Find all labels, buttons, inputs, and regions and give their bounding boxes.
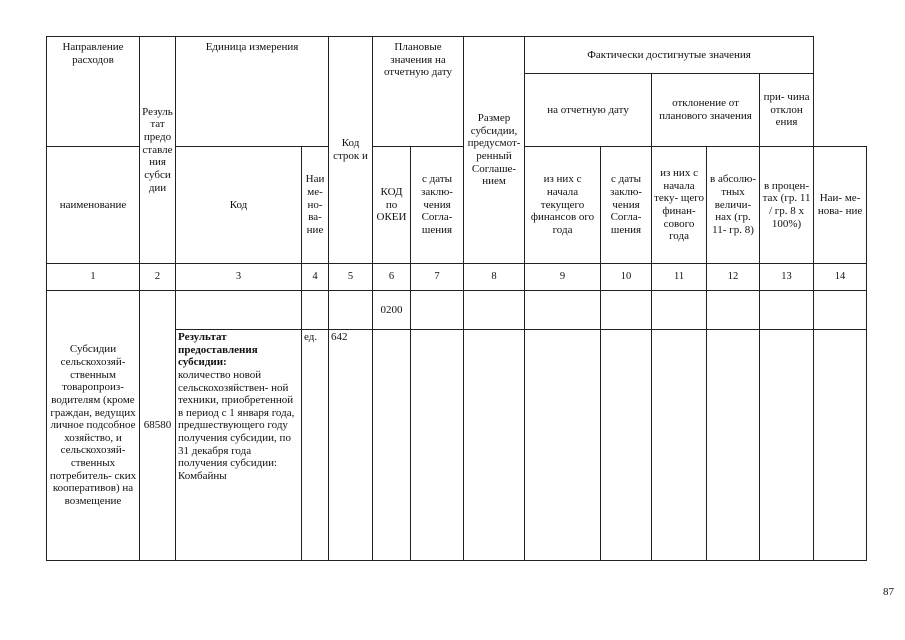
row-code-cell: 0200 [373, 291, 411, 330]
header-actual: Фактически достигнутые значения [525, 37, 814, 74]
empty-cell [707, 330, 760, 561]
header-deviation: отклонение от планового значения [652, 74, 760, 147]
header-unit: Единица измерения [176, 37, 329, 147]
result-heading: Результат предоставления субсидии: [178, 331, 258, 369]
empty-cell [373, 330, 411, 561]
result-cell [176, 330, 302, 561]
col-number: 8 [464, 264, 525, 291]
col-number: 3 [176, 264, 302, 291]
empty-cell [814, 330, 867, 561]
header-result: Результат предоставления субсидии [140, 37, 176, 264]
col-number: 9 [525, 264, 601, 291]
header-unit-name: Наи ме- но- ва- ние [302, 147, 329, 264]
col-number: 5 [329, 264, 373, 291]
header-unit-okei: КОД по ОКЕИ [373, 147, 411, 264]
header-reason-name: Наи- ме- нова- ние [814, 147, 867, 264]
unit-name-cell: ед. [302, 330, 329, 561]
empty-cell [329, 291, 373, 330]
col-number: 6 [373, 264, 411, 291]
table-row [47, 291, 867, 330]
subsidy-report-table [46, 36, 867, 561]
empty-cell [652, 291, 707, 330]
empty-cell [302, 291, 329, 330]
empty-cell [464, 291, 525, 330]
header-subsidy-size: Размер субсидии, предусмот- ренный Соглаше- нием [464, 37, 525, 264]
column-number-row [47, 264, 867, 291]
header-actual-report: на отчетную дату [525, 74, 652, 147]
empty-cell [601, 330, 652, 561]
col-number: 2 [140, 264, 176, 291]
col-number: 1 [47, 264, 140, 291]
header-planned-fy: из них с начала текущего финансов ого года [525, 147, 601, 264]
header-row-code: Код строк и [329, 37, 373, 264]
header-actual-fy: из них с начала теку- щего финан- сового года [652, 147, 707, 264]
col-number: 14 [814, 264, 867, 291]
header-dev-abs: в абсолю- тных величи- нах (гр. 11- гр. 8) [707, 147, 760, 264]
empty-cell [525, 291, 601, 330]
col-number: 11 [652, 264, 707, 291]
col-number: 12 [707, 264, 760, 291]
empty-cell [411, 291, 464, 330]
empty-cell [707, 291, 760, 330]
col-number: 13 [760, 264, 814, 291]
header-reason: при- чина отклон ения [760, 74, 814, 147]
empty-cell [525, 330, 601, 561]
empty-cell [760, 330, 814, 561]
col-number: 10 [601, 264, 652, 291]
direction-code-cell: 68580 [140, 291, 176, 561]
result-description: количество новой сельскохозяйствен- ной техники, приобретенной в период с 1 января года, предшествующего году получения субсидии, по 31 декабря года получения субсидии: Комбайны [178, 368, 295, 483]
empty-cell [814, 291, 867, 330]
col-number: 7 [411, 264, 464, 291]
header-row-1 [47, 37, 867, 74]
header-dev-pct: в процен- тах (гр. 11 / гр. 8 х 100%) [760, 147, 814, 264]
header-planned: Плановые значения на отчетную дату [373, 37, 464, 147]
header-directions-code: Код [176, 147, 302, 264]
empty-cell [176, 291, 302, 330]
empty-cell [601, 291, 652, 330]
empty-cell [411, 330, 464, 561]
header-directions-name: наименование [47, 147, 140, 264]
unit-okei-cell: 642 [329, 330, 373, 561]
direction-name-cell: Субсидии сельскохозяй- ственным товаропроиз- водителям (кроме граждан, ведущих личное подсобное хозяйство, и сельскохозяй- ственных потребитель- ских кооперативов) на возмещение [47, 291, 140, 561]
empty-cell [652, 330, 707, 561]
empty-cell [760, 291, 814, 330]
page-number: 87 [883, 586, 894, 598]
header-actual-date: с даты заклю- чения Согла- шения [601, 147, 652, 264]
header-directions: Направление расходов [47, 37, 140, 147]
empty-cell [464, 330, 525, 561]
header-planned-date: с даты заклю- чения Согла- шения [411, 147, 464, 264]
col-number: 4 [302, 264, 329, 291]
